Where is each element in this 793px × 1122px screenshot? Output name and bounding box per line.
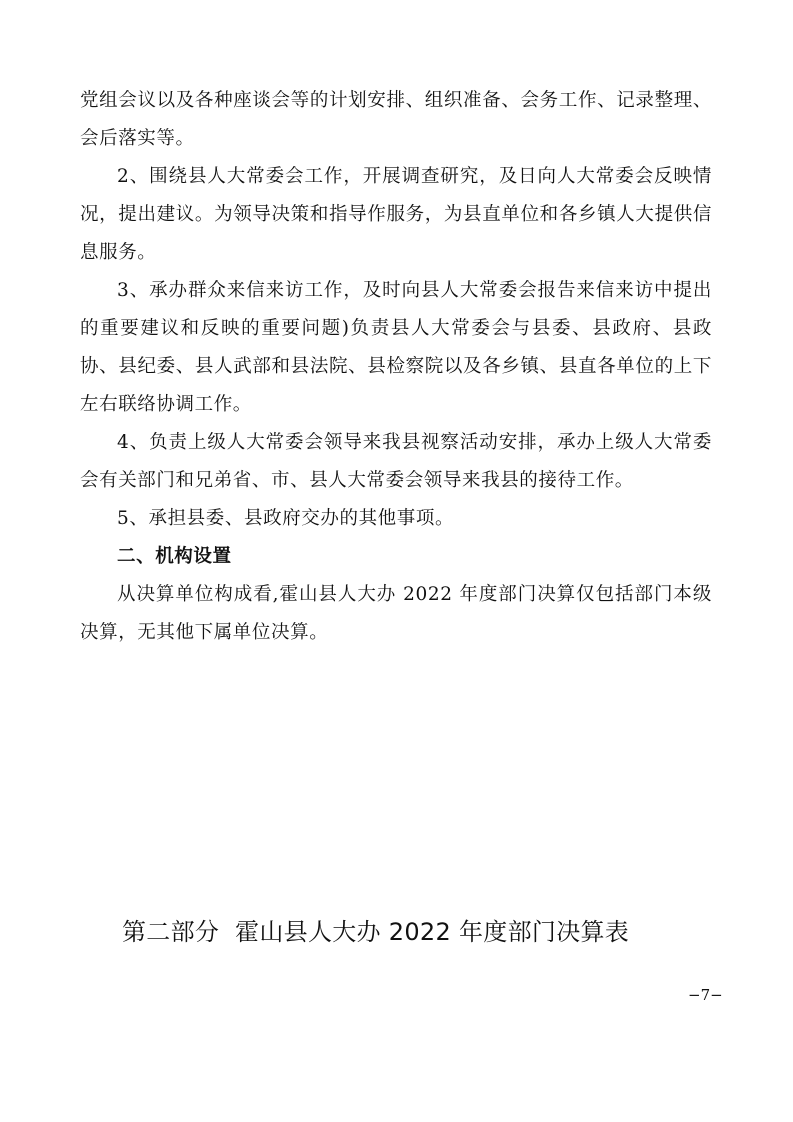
paragraph-item-3: 3、承办群众来信来访工作，及时向县人大常委会报告来信来访中提出的重要建议和反映的重要问题)负责县人大常委会与县委、县政府、县政协、县纪委、县人武部和县法院、县检察院以及各乡镇、县直各单位的上下左右联络协调工作。: [80, 280, 712, 415]
section-heading: 二、机构设置: [117, 546, 232, 567]
paragraph-continuation: 党组会议以及各种座谈会等的计划安排、组织准备、会务工作、记录整理、会后落实等。: [80, 90, 712, 149]
body-text: [80, 82, 712, 652]
section-paragraph: 从决算单位构成看,霍山县人大办 2022 年度部门决算仅包括部门本级决算，无其他下属单位决算。: [80, 584, 712, 643]
paragraph-item-2: 2、围绕县人大常委会工作，开展调查研究，及日向人大常委会反映情况，提出建议。为领导决策和指导作服务，为县直单位和各乡镇人大提供信息服务。: [80, 166, 712, 263]
part-title: 第二部分 霍山县人大办 2022 年度部门决算表: [122, 918, 630, 946]
paragraph-item-4: 4、负责上级人大常委会领导来我县视察活动安排，承办上级人大常委会有关部门和兄弟省、市、县人大常委会领导来我县的接待工作。: [80, 432, 712, 491]
page-number: −7−: [688, 986, 723, 1004]
paragraph-item-5: 5、承担县委、县政府交办的其他事项。: [117, 508, 455, 529]
